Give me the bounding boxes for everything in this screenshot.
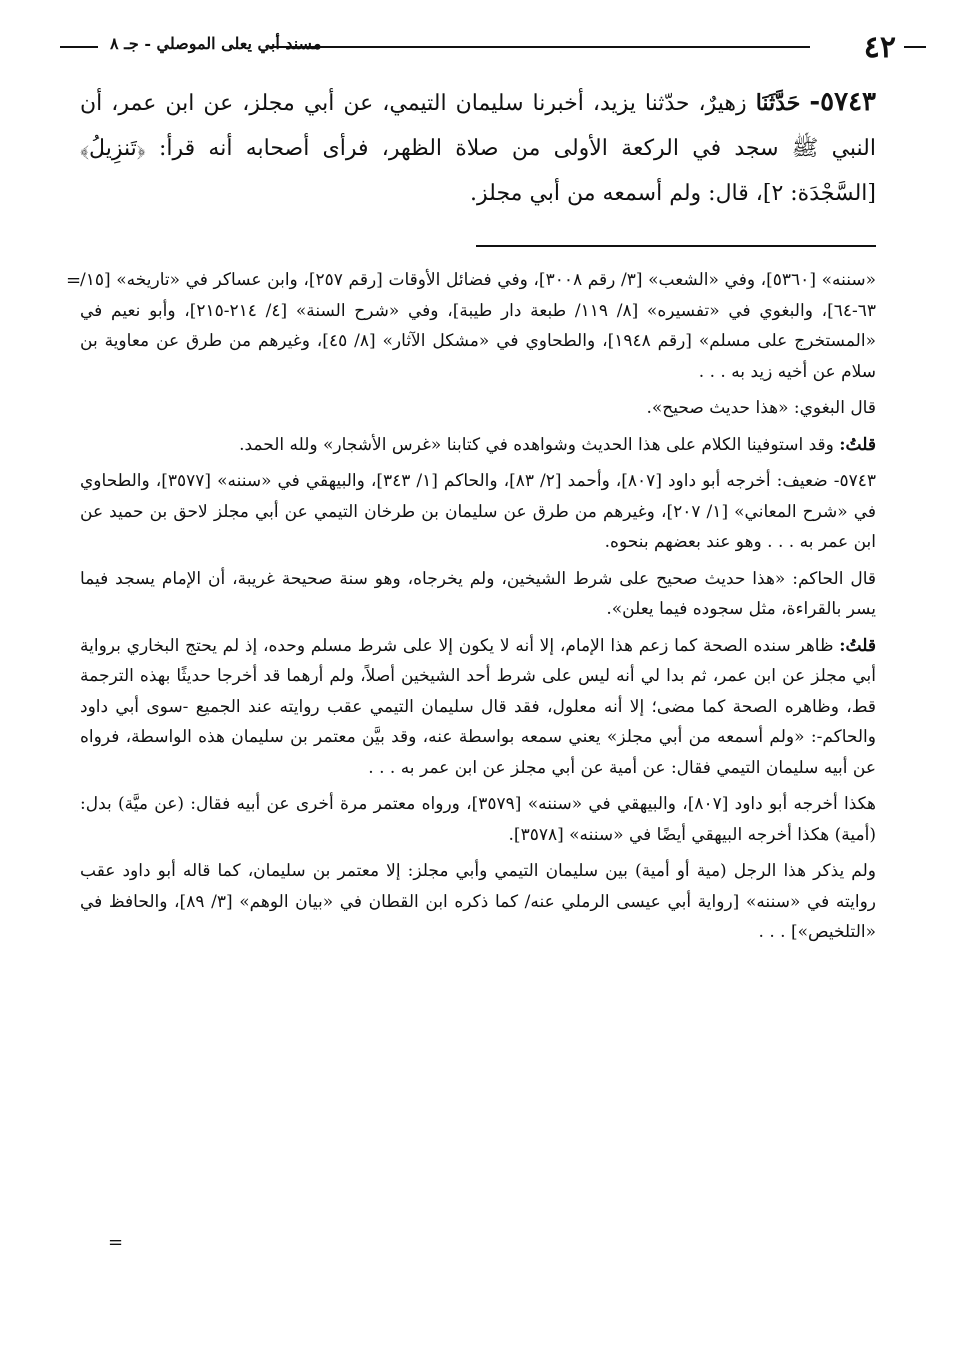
footnote-para-6-text: ظاهر سنده الصحة كما زعم هذا الإمام، إلا أنه لا يكون إلا على شرط مسلم وحده، إذ لم يحتج البخاري برواية أبي مجلز عن ابن عمر، ثم بدا لي أنه ليس على شرط أحد الشيخين أصلاً، ولم أرهما قد أخرجا حديثًا بهذه الترجمة قط، وظاهره الصحة كما مضى؛ إلا أنه معلول، فقد قال سليمان التيمي عقب روايته عند الجميع -سوى أبي داود والحاكم-: «ولم أسمعه من أبي مجلز» يعني سمعه بواسطة عنه، وقد بيَّن معتمر بن سليمان هذه الواسطة، فرواه عن أبيه سليمان التيمي فقال: عن أمية عن أبي مجلز عن ابن عمر به . . .: [80, 635, 876, 778]
continuation-mark-start: =: [66, 270, 82, 291]
header-rule-left: [60, 46, 98, 48]
footnote-label-qultu-2: قلتُ:: [839, 635, 877, 656]
footnote-number: ٥٧٤٣-: [833, 471, 877, 491]
header-rule: [270, 46, 810, 48]
footnote-para-5: قال الحاكم: «هذا حديث صحيح على شرط الشيخين، ولم يخرجاه، وهو سنة صحيحة غريبة، أن الإمام يسجد فيما يسر بالقراءة، مثل سجوده فيما يعلن».: [80, 568, 876, 619]
footnote-para-1: «سننه» [٥٣٦٠]، وفي «الشعب» [٣/ رقم ٣٠٠٨]، وفي فضائل الأوقات [رقم ٢٥٧]، وابن عساكر في «تاريخه» [١٥/ ٦٣-٦٤]، والبغوي في «تفسيره» [٨/ ١١٩/ طبعة دار طيبة]، وفي «شرح السنة» [٤/ ٢١٤-٢١٥]، وأبو نعيم في «المستخرج على مسلم» [رقم ١٩٤٨]، والطحاوي في «مشكل الآثار» [٨/ ٤٥]، وغيرهم من طرق عن معاوية بن سلام عن أخيه زيد به . . .: [80, 270, 877, 382]
footnote-para-2: قال البغوي: «هذا حديث صحيح».: [646, 398, 876, 418]
hadith-text: [80, 80, 876, 216]
header-rule-right: [904, 46, 926, 48]
footnote-para-3-text: وقد استوفينا الكلام على هذا الحديث وشواهده في كتابنا «غرس الأشجار» ولله الحمد.: [239, 434, 834, 455]
footnote-label-qultu: قلتُ:: [839, 434, 876, 455]
footnote-para-4: [80, 466, 876, 558]
running-header: [60, 22, 896, 66]
footnote-separator: [476, 245, 876, 247]
footnote-para-7: هكذا أخرجه أبو داود [٨٠٧]، والبيهقي في «سننه» [٣٥٧٩]، ورواه معتمر مرة أخرى عن أبيه فقال: (عن ميَّة) بدل: (أمية) هكذا أخرجه البيهقي أيضًا في «سننه» [٣٥٧٨].: [80, 794, 877, 845]
hadith-opening: حَدَّثَنَا: [755, 90, 801, 116]
footnote-para-4-text: ضعيف: أخرجه أبو داود [٨٠٧]، وأحمد [٢/ ٨٣]، والحاكم [١/ ٣٤٣]، والبيهقي في «سننه» [٣٥٧٧]، والطحاوي في «شرح المعاني» [١/ ٢٠٧]، وغيرهم من طرق عن سليمان بن طرخان التيمي عن أبي مجلز لاحق بن حميد عن ابن عمر به . . . وهو عند بعضهم بنحوه.: [80, 471, 876, 552]
page-number: ٤٢: [863, 30, 896, 65]
footnotes: [80, 265, 876, 954]
footnote-para-3: [80, 430, 876, 461]
footnote-para-8: ولم يذكر هذا الرجل (مية أو أمية) بين سليمان التيمي وأبي مجلز: إلا معتمر بن سليمان، كما قاله أبو داود عقب روايته في «سننه» [رواية أبي عيسى الرملي عنه/ كما ذكره ابن القطان في «بيان الوهم» [٣/ ٨٩]، والحافظ في «التلخيص»] . . .: [80, 861, 876, 942]
hadith-number: ٥٧٤٣-: [809, 87, 876, 117]
continuation-mark-end: =: [108, 1232, 124, 1253]
footnote-para-6: [80, 631, 876, 784]
hadith-body: زهيرٌ، حدّثنا يزيد، أخبرنا سليمان التيمي، عن أبي مجلز، عن ابن عمر، أن النبي ﷺ سجد في الركعة الأولى من صلاة الظهر، فرأى أصحابه أنه قرأ: ﴿تَنزِيلُ﴾ [السَّجْدَة: ٢]، قال: ولم أسمعه من أبي مجلز.: [80, 91, 876, 206]
book-title: مسند أبي يعلى الموصلي - جـ ٨: [110, 34, 322, 53]
